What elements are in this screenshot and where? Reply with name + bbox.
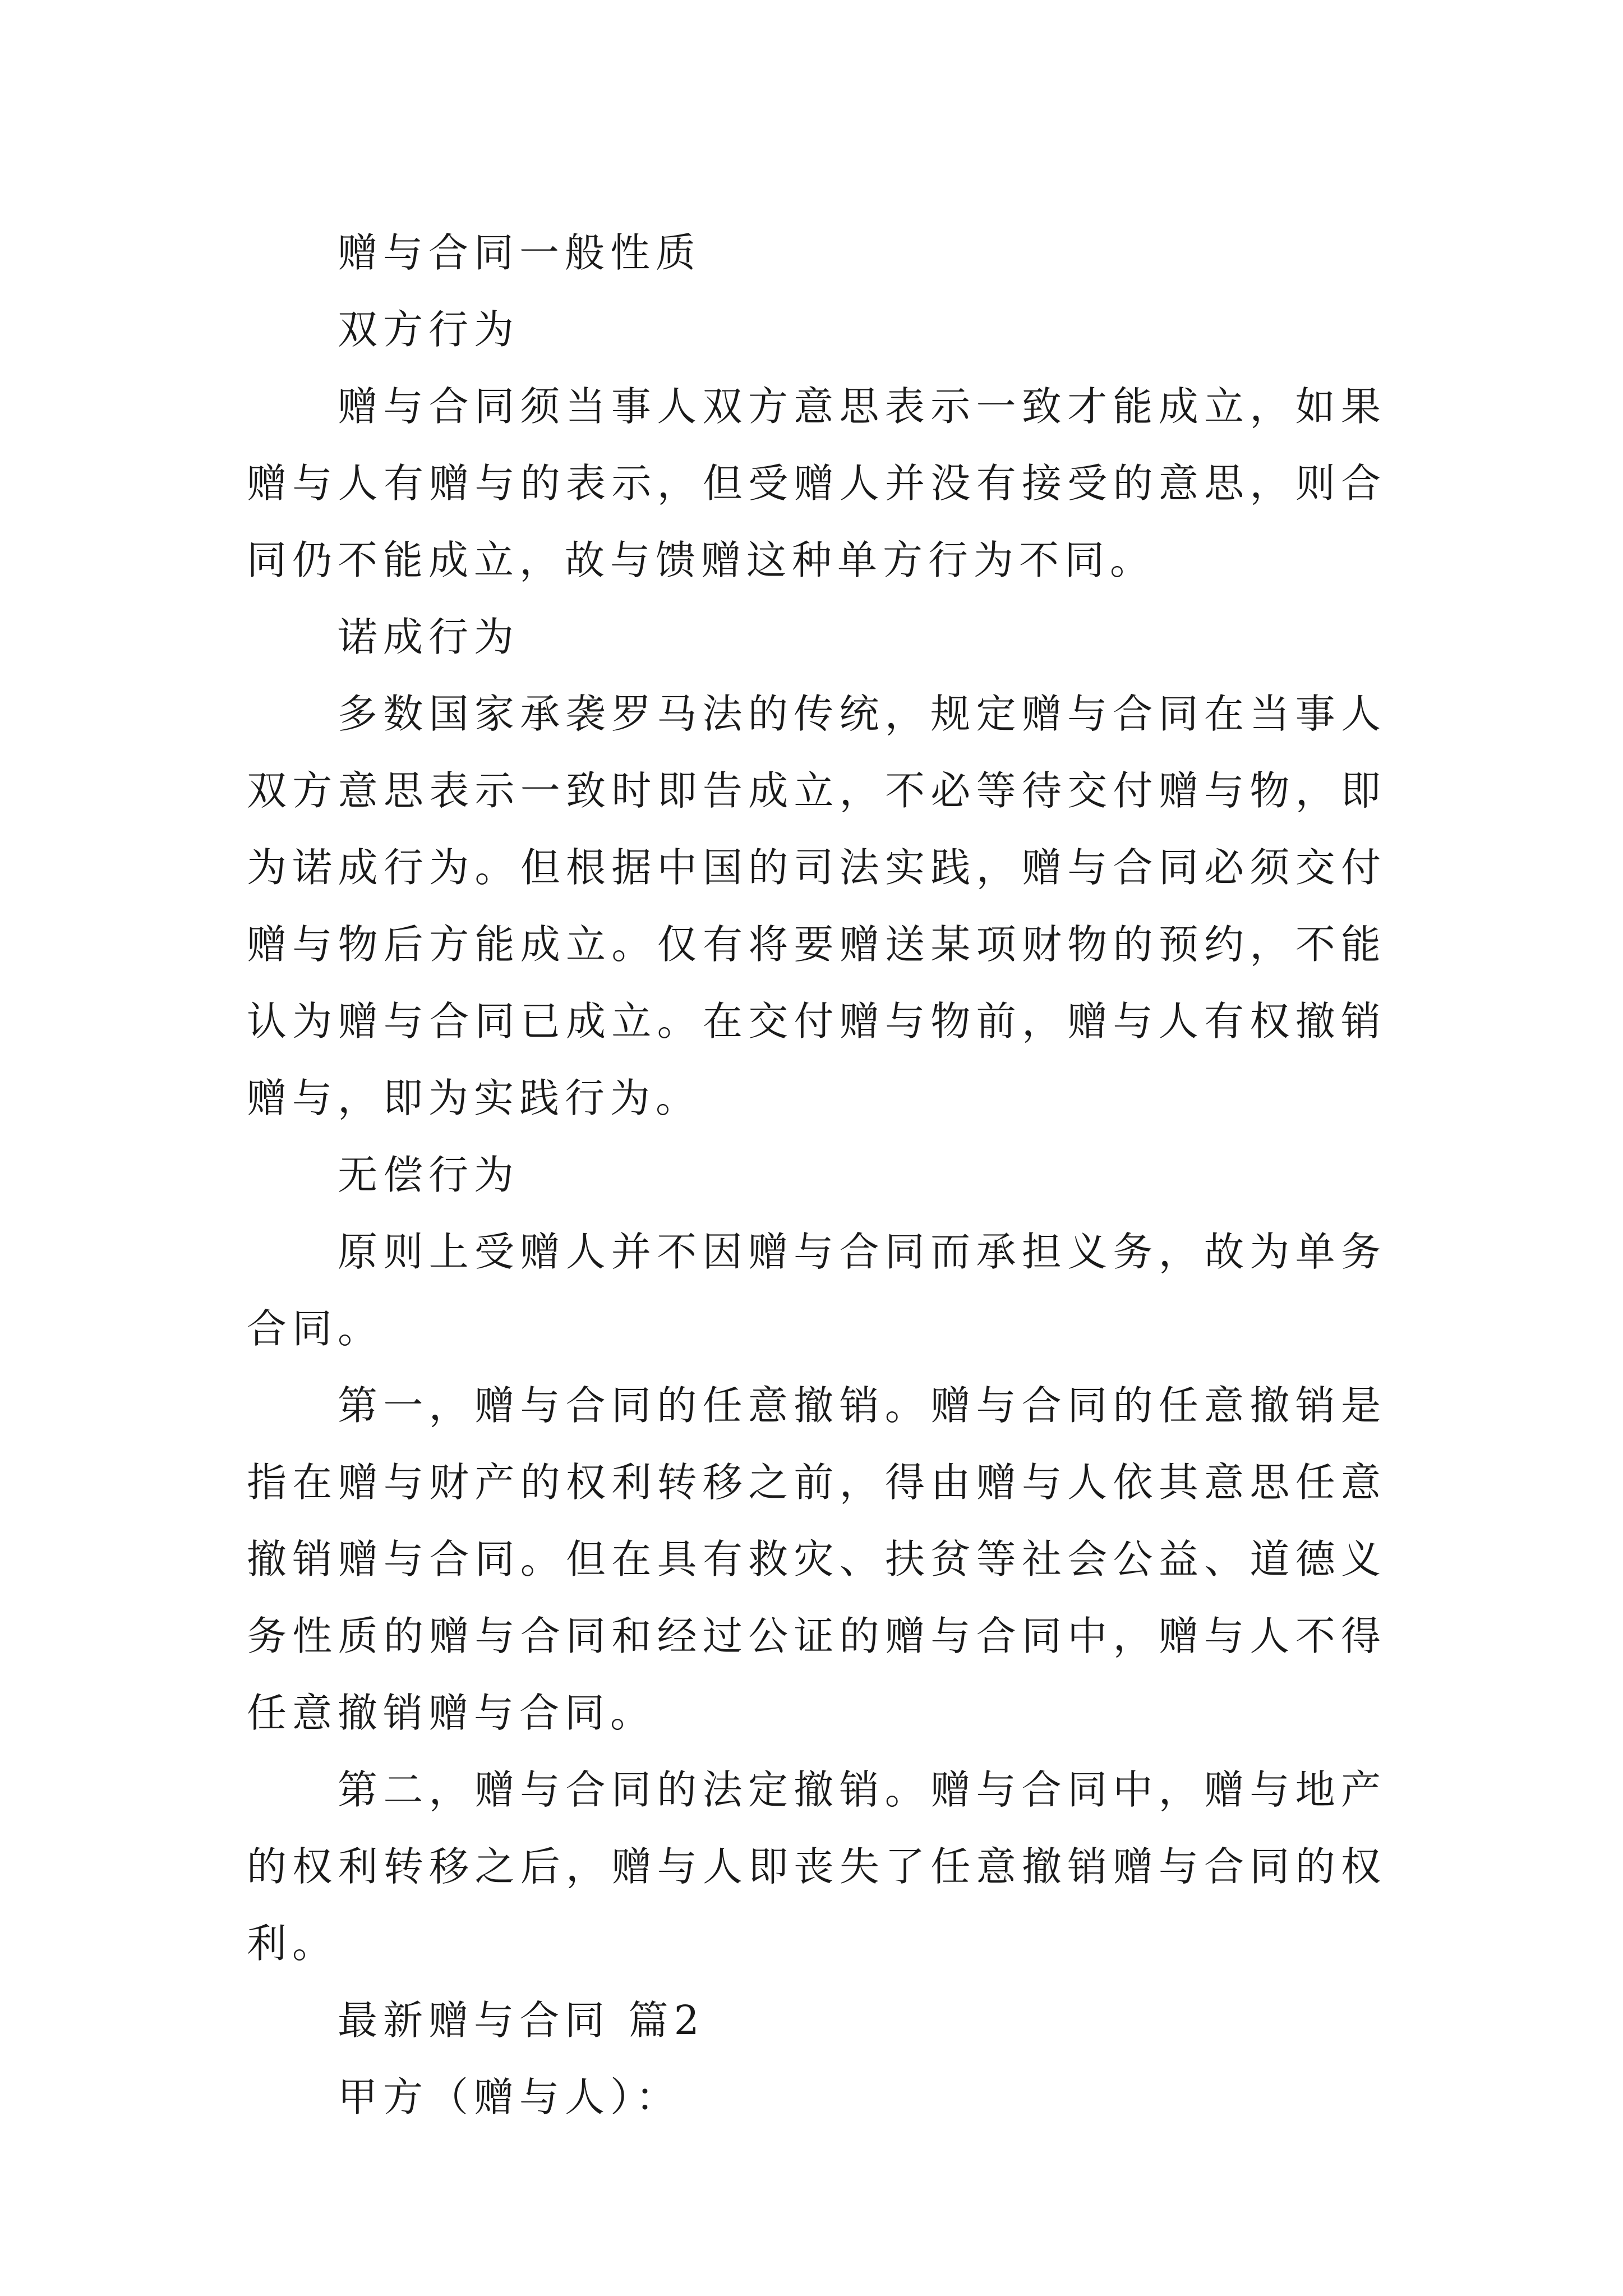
body-paragraph: 多数国家承袭罗马法的传统，规定赠与合同在当事人双方意思表示一致时即告成立，不必等待交付赠与物，即为诺成行为。但根据中国的司法实践，赠与合同必须交付赠与物后方能成立。仅有将要赠送某项财物的预约，不能认为赠与合同已成立。在交付赠与物前，赠与人有权撤销赠与，即为实践行为。 xyxy=(247,691,1386,1121)
document-body xyxy=(247,214,1386,2136)
body-paragraph: 赠与合同须当事人双方意思表示一致才能成立，如果赠与人有赠与的表示，但受赠人并没有接受的意思，则合同仍不能成立，故与馈赠这种单方行为不同。 xyxy=(247,383,1386,583)
subheading: 诺成行为 xyxy=(338,614,520,660)
body-paragraph: 第二，赠与合同的法定撤销。赠与合同中，赠与地产的权利转移之后，赠与人即丧失了任意撤销赠与合同的权利。 xyxy=(247,1766,1386,1967)
body-paragraph: 原则上受赠人并不因赠与合同而承担义务，故为单务合同。 xyxy=(247,1228,1386,1352)
section-heading: 赠与合同一般性质 xyxy=(338,229,702,276)
party-label: 甲方（赠与人）： xyxy=(338,2074,681,2120)
subheading: 无偿行为 xyxy=(338,1152,520,1198)
subheading: 双方行为 xyxy=(338,306,520,353)
section-heading: 最新赠与合同 篇2 xyxy=(338,1997,705,2044)
body-paragraph: 第一，赠与合同的任意撤销。赠与合同的任意撤销是指在赠与财产的权利转移之前，得由赠与人依其意思任意撤销赠与合同。但在具有救灾、扶贫等社会公益、道德义务性质的赠与合同和经过公证的赠与合同中，赠与人不得任意撤销赠与合同。 xyxy=(247,1382,1386,1736)
